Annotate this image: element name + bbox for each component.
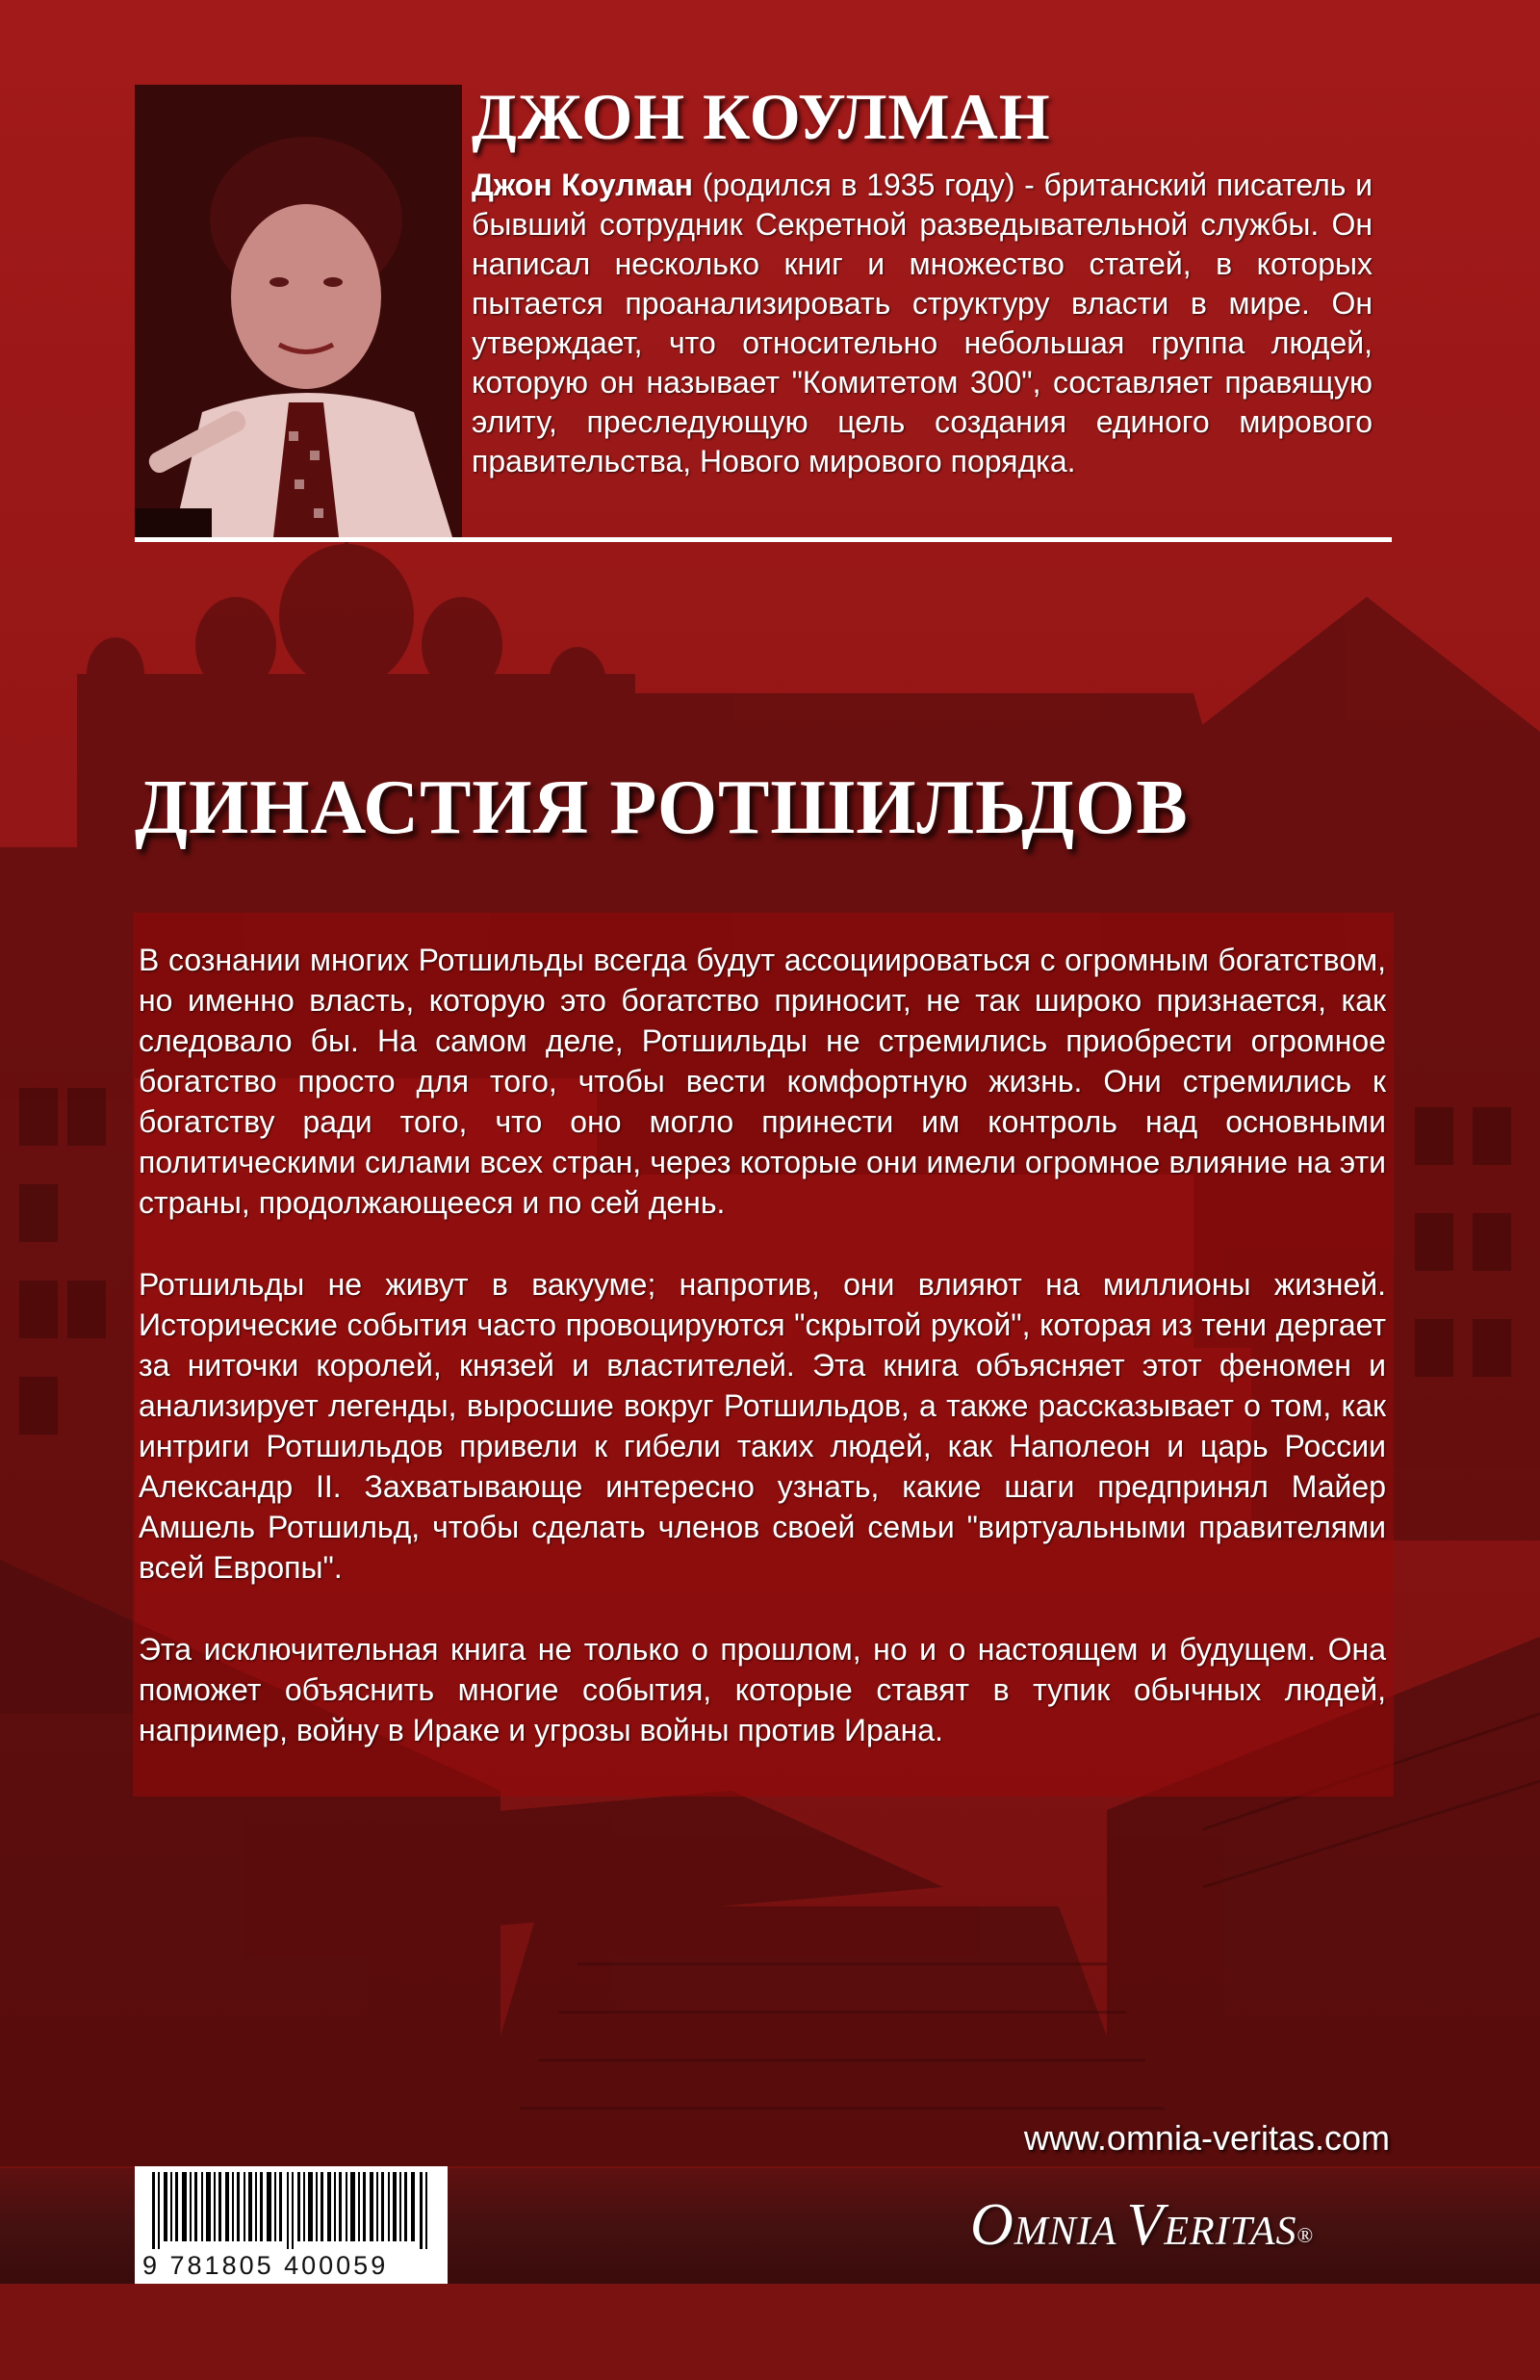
description-text (139, 940, 1386, 1792)
barcode-number: 9 781805 400059 (142, 2251, 389, 2280)
publisher-logo-mnia: MNIA (1014, 2210, 1117, 2254)
publisher-logo-eritas: ERITAS (1164, 2210, 1297, 2254)
publisher-website: www.omnia-veritas.com (1023, 2118, 1390, 2158)
author-photo (135, 85, 462, 537)
description-paragraph-1: В сознании многих Ротшильды всегда будут ассоциироваться с огромным богатством, но именно власть, которую это богатство приносит, не так широко признается, как следовало бы. На самом деле, Ротшильды не стремились приобрести огромное богатство просто для того, чтобы вести комфортную жизнь. Они стремились к богатству ради того, что оно могло принести им контроль над основными политическими силами всех стран, через которые они имели огромное влияние на эти страны, продолжающееся и по сей день. (139, 943, 1386, 1220)
publisher-logo-initial-v: V (1126, 2192, 1165, 2258)
section-divider (135, 537, 1392, 542)
publisher-logo (970, 2191, 1314, 2260)
description-paragraph-2: Ротшильды не живут в вакууме; напротив, они влияют на миллионы жизней. Исторические события часто провоцируются "скрытой рукой", которая из тени дергает за ниточки королей, князей и властителей. Эта книга объясняет этот феномен и анализирует легенды, выросшие вокруг Ротшильдов, а также рассказывает о том, как интриги Ротшильдов привели к гибели таких людей, как Наполеон и царь России Александр II. Захватывающе интересно узнать, какие шаги предпринял Майер Амшель Ротшильд, чтобы сделать членов своей семьи "виртуальными правителями всей Европы". (139, 1267, 1386, 1585)
author-bio-name: Джон Коулман (472, 168, 693, 202)
publisher-logo-initial-o: O (970, 2192, 1014, 2258)
author-bio-text: (родился в 1935 году) - британский писатель и бывший сотрудник Секретной разведывательной службы. Он написал несколько книг и множество статей, в которых пытается проанализировать структуру власти в мире. Он утверждает, что относительно небольшая группа людей, которую он называет "Комитетом 300", составляет правящую элиту, преследующую цель создания единого мирового правительства, Нового мирового порядка. (472, 168, 1373, 479)
description-paragraph-3: Эта исключительная книга не только о прошлом, но и о настоящем и будущем. Она поможет объяснить многие события, которые ставят в тупик обычных людей, например, войну в Ираке и угрозы войны против Ирана. (139, 1632, 1386, 1747)
book-title: ДИНАСТИЯ РОТШИЛЬДОВ (135, 765, 1189, 850)
registered-mark: ® (1296, 2223, 1315, 2247)
barcode (135, 2166, 448, 2284)
author-bio (472, 166, 1373, 481)
barcode-bars (142, 2172, 440, 2249)
author-name: ДЖОН КОУЛМАН (472, 80, 1051, 153)
